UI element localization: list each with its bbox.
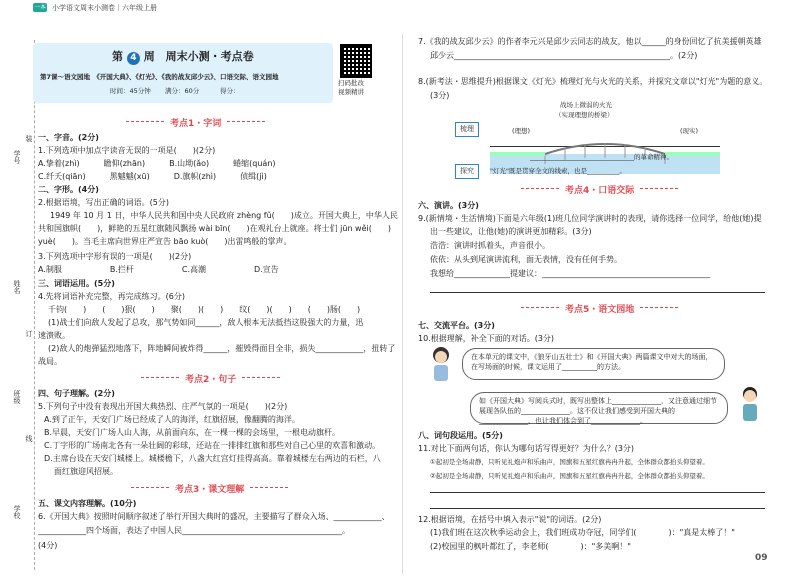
- column-divider: [402, 34, 403, 574]
- diagram-line0: ________________________________的革命精神。: [530, 153, 673, 161]
- q3-stem: 3.下列选项中字形有误的一项是( )(2分): [38, 252, 192, 261]
- section-title-kd3: 考点3・课文理解: [175, 482, 244, 495]
- q8-score: (3分): [430, 91, 450, 100]
- q4-item-2: (2)敌人的炮弹猛烈地落下，阵地瞬间被炸得______，摧毁得面目全非，损失____________，扭转了: [48, 344, 396, 353]
- qr-caption-2: 视频精讲: [338, 88, 364, 96]
- q9-stem: 9.(新情境・生活情境)下面是六年级(1)班几位同学演讲时的表现，请你选择一位同学，给他(她)提: [418, 214, 762, 223]
- q6-score: (4分): [38, 541, 58, 550]
- q11-answer-line-2[interactable]: [430, 508, 765, 509]
- diagram-right-label: (现实): [680, 127, 699, 135]
- q11-sentence-1: ①起初是全场肃静，只听见礼炮声和乐曲声，国旗和五星红旗冉冉升起，全体群众都抬头仰望着。: [430, 458, 709, 466]
- q5-option-b: B.早晨，天安门广场人山人海，从前面向东，在一棵一棵的会场里，一根电动旗杆。: [44, 428, 341, 437]
- part-6: 六、演讲。(3分): [418, 201, 479, 210]
- part-4: 四、句子理解。(2分): [38, 389, 115, 398]
- margin-student-id: 学号: [13, 150, 21, 164]
- q9-answer-line-2[interactable]: [430, 292, 765, 293]
- part-2: 二、字形。(4分): [38, 185, 99, 194]
- full-score: 满分：60分: [165, 87, 200, 95]
- margin-bind-3: 线: [25, 435, 33, 442]
- q1-options-cd: C.纤夭(qiān) 黑魆魆(xū) D.旗帜(zhì) 侦缉(jì): [38, 172, 267, 181]
- q3-options: A.制服 B.拦杆 C.高潮 D.宣告: [38, 265, 279, 274]
- q5-option-c: C.丁字形的广场南北各有一朵壮阔的彩球，还站在一排排红旗和那些对自己心里的欢喜和激动。: [44, 441, 381, 450]
- q12-stem: 12.根据语境，在括号中填入表示"说"的词语。(2分): [418, 515, 602, 524]
- q12-item-1: (1)我们班在这次秋季运动会上，我们班成功夺冠，同学们( )："真是太棒了！": [430, 528, 735, 537]
- part-8: 八、词句段运用。(5分): [418, 431, 503, 440]
- q9-answer-line[interactable]: 我想给______________提建议：__________________________________________: [430, 269, 710, 278]
- week-title-row: [112, 50, 254, 65]
- time-limit: 时间：45分钟: [110, 87, 151, 95]
- week-prefix: 第: [112, 50, 123, 63]
- q7-stem: 7.《我的战友邱少云》的作者李元兴是邱少云同志的战友，他以______的身份回忆了抗美援朝英雄: [418, 37, 762, 46]
- part-7: 七、交流平台。(3分): [418, 321, 495, 330]
- q8-stem: 8.(新考法・思维提升)根据课文《灯光》梳理灯光与火光的关系，并探究文章以"灯光"为题的意义。: [418, 77, 768, 86]
- page-header: [0, 0, 400, 18]
- q6-text-2: ____________四个场面，表达了中国人民________________________________________。: [38, 526, 350, 535]
- q12-item-2: (2)校园里的枫叶都红了，李老师( )："多美啊！": [430, 542, 631, 551]
- qr-code[interactable]: [340, 44, 372, 78]
- margin-name: 姓名: [13, 280, 21, 294]
- q11-sentence-2: ②起初是全场肃静，只听见礼炮声和乐曲声，国旗和五星红旗冉冉升起，全体群众都抬头仰望着。: [430, 472, 709, 480]
- diagram-top-sublabel: （实现理想的桥梁）: [555, 111, 614, 119]
- q7-text-2: 邱少云______________________________________________________。(2分): [430, 51, 698, 60]
- q1-options-ab: A.挚着(zhì) 瞻仰(zhān) B.山坳(ǎo) 蜷缩(quán): [38, 159, 276, 168]
- q6-stem: 6.《开国大典》按照时间顺序叙述了举行开国大典时的盛况，主要描写了群众入场、____________、: [38, 512, 390, 521]
- q10-stem: 10.根据理解，补全下面的对话。(3分): [418, 334, 555, 343]
- q2-text-2: 共和国旗帜( )，鲜艳的五星红旗随风飘扬 wài bīn( )在观礼台上就座。将士们 jūn wěi( ): [38, 224, 391, 233]
- dialogue-bubble-2: 如《开国大典》写阅兵式时，既写出整体上______________，又注意通过细节展现各队伍的______________。这不仅让我们感受到开国大典的______________，也让我们体会到了______________。: [470, 392, 728, 424]
- margin-class: 班级: [13, 390, 21, 404]
- banner-subtitle: 第7课～语文园地 《开国大典》、《灯光》、《我的战友邱少云》、口语交际、语文园地: [40, 73, 279, 81]
- part-1: 一、字音。(2分): [38, 133, 99, 142]
- dialogue-bubble-1: 在本单元的课文中，《狼牙山五壮士》和《开国大典》两篇课文中对大的场面，在写场面的时候，课文运用了__________的方法。: [462, 348, 725, 380]
- section-title-kd5: 考点5・语文园地: [565, 302, 634, 315]
- section-title-kd1: 考点1・字词: [170, 116, 221, 129]
- margin-bind-2: 订: [25, 330, 33, 337]
- q5-option-d2: 面红旗迎风招展。: [54, 467, 118, 476]
- margin-bind-1: 装: [25, 135, 33, 142]
- girl-figure-icon: [426, 345, 456, 385]
- week-number: 4: [127, 52, 140, 65]
- q4-stem: 4.先将词语补充完整，再完成练习。(6分): [38, 292, 185, 301]
- q5-option-d: D.主席台设在天安门城楼上。城楼檐下，八盏大红宫灯挂得高高。靠着城楼左右两边的石栏，八: [44, 454, 381, 463]
- q11-stem: 11.对比下面两句话，你认为哪句话写得更好？为什么？(3分): [418, 444, 635, 453]
- margin-school: 学校: [13, 505, 21, 519]
- q2-text-1: 1949 年 10 月 1 日，中华人民共和国中央人民政府 zhèng fǔ( )成立。开国大典上，中华人民: [50, 211, 398, 220]
- section-title-kd4: 考点4・口语交际: [565, 183, 634, 196]
- q4-blanks: 千钧( ) ( )狠( ) 聚( )( ) 纹( )( ) ( )肠( ): [48, 305, 361, 314]
- q5-stem: 5.下列句子中没有表现出开国大典热烈、庄严气氛的一项是( )(2分): [38, 402, 288, 411]
- q9-text-2: 出一些建议，让他(她)的演讲更加精彩。(3分): [430, 227, 592, 236]
- sort-box: 梳理: [455, 122, 479, 137]
- q11-answer-line-1[interactable]: [430, 492, 765, 493]
- q9-student-1: 浩浩：演讲时抓着头，声音很小。: [430, 241, 550, 250]
- explore-box: 探究: [455, 164, 479, 179]
- binding-line: [34, 40, 35, 570]
- diagram-left-label: (理想): [512, 127, 531, 135]
- qr-caption-1: 扫码批改: [338, 79, 364, 87]
- boy-figure-icon: [735, 385, 765, 425]
- part-3: 三、词语运用。(5分): [38, 279, 115, 288]
- q9-student-2: 依依：从头到尾演讲流利，面无表情，没有任何手势。: [430, 255, 622, 264]
- series-tag: 一本: [33, 4, 46, 11]
- diagram-line2: "灯光"既是贯穿全文的线索，也是__________。: [490, 167, 626, 175]
- section-title-kd2: 考点2・句子: [185, 372, 236, 385]
- book-title: 小学语文周末小测卷｜六年级上册: [52, 4, 157, 12]
- q4-item-1: (1)战士们向敌人发起了总攻，那气势如同______，敌人根本无法抵挡这股强大的力量，迅: [48, 318, 364, 327]
- score-field: 得分：: [220, 87, 240, 95]
- q5-option-a: A.到了正午，天安门广场已经成了人的海洋，红旗招展，像翻腾的海洋。: [44, 415, 300, 424]
- week-title: 周 周末小测・考点卷: [143, 50, 254, 63]
- q4-item-2b: 战局。: [38, 357, 62, 366]
- q4-item-1b: 速溃败。: [38, 331, 70, 340]
- part-5: 五、课文内容理解。(10分): [38, 499, 137, 508]
- diagram-top-label: 战场上微弱的火光: [560, 101, 612, 109]
- q2-text-3: yuè( )。当毛主席向世界庄严宣告 bāo kuò( )出雷鸣般的掌声。: [38, 237, 292, 246]
- q2-stem: 2.根据语境，写出正确的词语。(5分): [38, 198, 169, 207]
- q1-stem: 1.下列选项中加点字读音无误的一项是( )(2分): [38, 146, 216, 155]
- page-number: 09: [755, 553, 768, 563]
